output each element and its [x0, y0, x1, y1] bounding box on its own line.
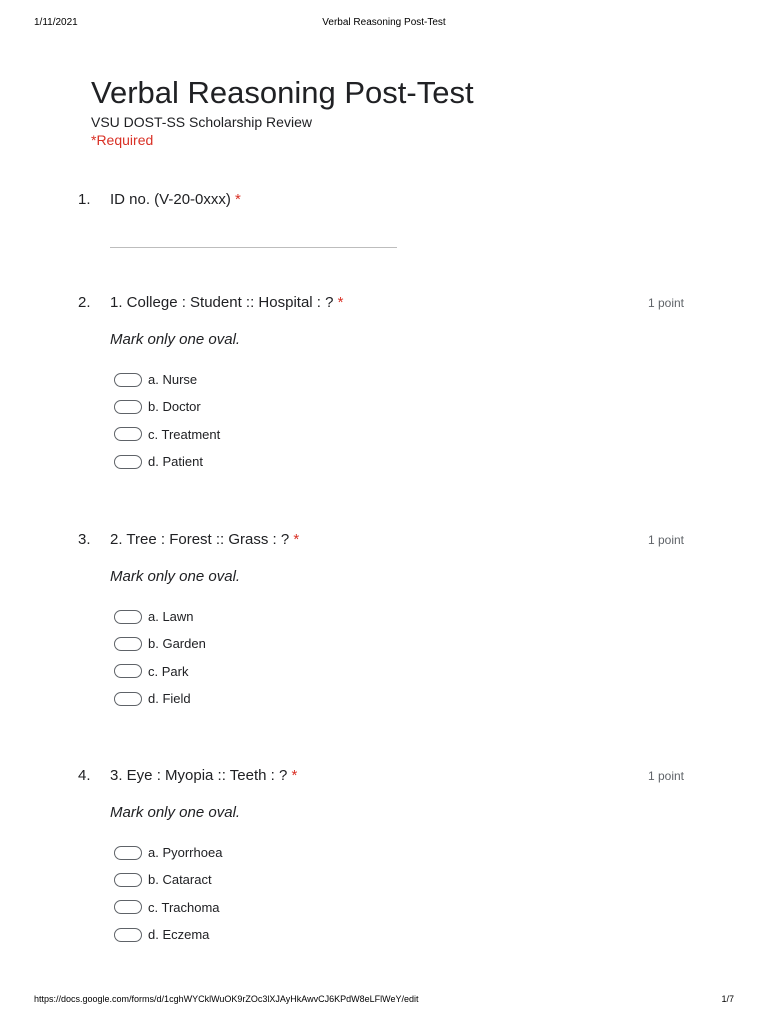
- radio-oval[interactable]: [114, 455, 142, 469]
- option-garden[interactable]: [114, 630, 206, 657]
- option-label: d. Field: [148, 691, 191, 707]
- option-label: a. Nurse: [148, 372, 198, 388]
- question-text: [110, 767, 297, 784]
- points-label: 1 point: [647, 533, 684, 547]
- form-subtitle: VSU DOST-SS Scholarship Review: [91, 114, 312, 130]
- print-date: 1/11/2021: [34, 17, 78, 28]
- option-label: b. Garden: [148, 636, 206, 652]
- page-number: 1/7: [721, 994, 734, 1004]
- option-label: c. Park: [148, 663, 189, 679]
- option-cataract[interactable]: [114, 866, 222, 893]
- option-park[interactable]: [114, 658, 206, 685]
- radio-oval[interactable]: [114, 873, 142, 887]
- option-label: a. Lawn: [148, 609, 194, 625]
- required-asterisk: *: [291, 767, 298, 784]
- points-label: 1 point: [647, 296, 684, 310]
- print-url: https://docs.google.com/forms/d/1cghWYCklWuOK9rZOc3lXJAyHkAwvCJ6KPdW8eLFlWeY/edit: [34, 994, 419, 1004]
- question-text: [110, 294, 343, 311]
- option-eczema[interactable]: [114, 921, 222, 948]
- radio-oval[interactable]: [114, 692, 142, 706]
- radio-oval[interactable]: [114, 637, 142, 651]
- option-list: [114, 603, 206, 712]
- id-answer-field[interactable]: [110, 247, 397, 248]
- points-label: 1 point: [647, 769, 684, 783]
- form-title: Verbal Reasoning Post-Test: [91, 75, 474, 110]
- question-instruction: Mark only one oval.: [110, 568, 241, 585]
- question-text: [110, 191, 241, 208]
- question-number: 2.: [78, 294, 91, 311]
- radio-oval[interactable]: [114, 400, 142, 414]
- required-asterisk: *: [293, 531, 300, 548]
- option-label: a. Pyorrhoea: [148, 845, 223, 861]
- option-doctor[interactable]: [114, 393, 220, 420]
- option-nurse[interactable]: [114, 366, 220, 393]
- option-label: c. Trachoma: [148, 899, 220, 915]
- radio-oval[interactable]: [114, 427, 142, 441]
- option-field[interactable]: [114, 685, 206, 712]
- option-treatment[interactable]: [114, 421, 220, 448]
- option-label: d. Patient: [148, 454, 203, 470]
- question-label: 2. Tree : Forest :: Grass : ?: [110, 531, 290, 548]
- option-patient[interactable]: [114, 448, 220, 475]
- required-asterisk: *: [337, 294, 344, 311]
- required-asterisk: *: [235, 191, 241, 208]
- option-trachoma[interactable]: [114, 894, 222, 921]
- radio-oval[interactable]: [114, 373, 142, 387]
- question-label: ID no. (V-20-0xxx): [110, 191, 231, 208]
- option-label: d. Eczema: [148, 927, 210, 943]
- option-list: [114, 839, 222, 948]
- print-doc-title: Verbal Reasoning Post-Test: [322, 17, 446, 28]
- question-label: 3. Eye : Myopia :: Teeth : ?: [110, 767, 288, 784]
- question-instruction: Mark only one oval.: [110, 331, 241, 348]
- option-lawn[interactable]: [114, 603, 206, 630]
- radio-oval[interactable]: [114, 928, 142, 942]
- option-label: b. Doctor: [148, 399, 201, 415]
- question-number: 4.: [78, 767, 91, 784]
- question-label: 1. College : Student :: Hospital : ?: [110, 294, 334, 311]
- option-label: c. Treatment: [148, 426, 221, 442]
- question-text: [110, 531, 299, 548]
- option-list: [114, 366, 220, 475]
- radio-oval[interactable]: [114, 610, 142, 624]
- required-note: *Required: [91, 132, 154, 148]
- radio-oval[interactable]: [114, 846, 142, 860]
- radio-oval[interactable]: [114, 900, 142, 914]
- radio-oval[interactable]: [114, 664, 142, 678]
- option-pyorrhoea[interactable]: [114, 839, 222, 866]
- option-label: b. Cataract: [148, 872, 212, 888]
- question-number: 3.: [78, 531, 91, 548]
- question-number: 1.: [78, 191, 91, 208]
- form-header: [91, 74, 474, 148]
- question-instruction: Mark only one oval.: [110, 804, 241, 821]
